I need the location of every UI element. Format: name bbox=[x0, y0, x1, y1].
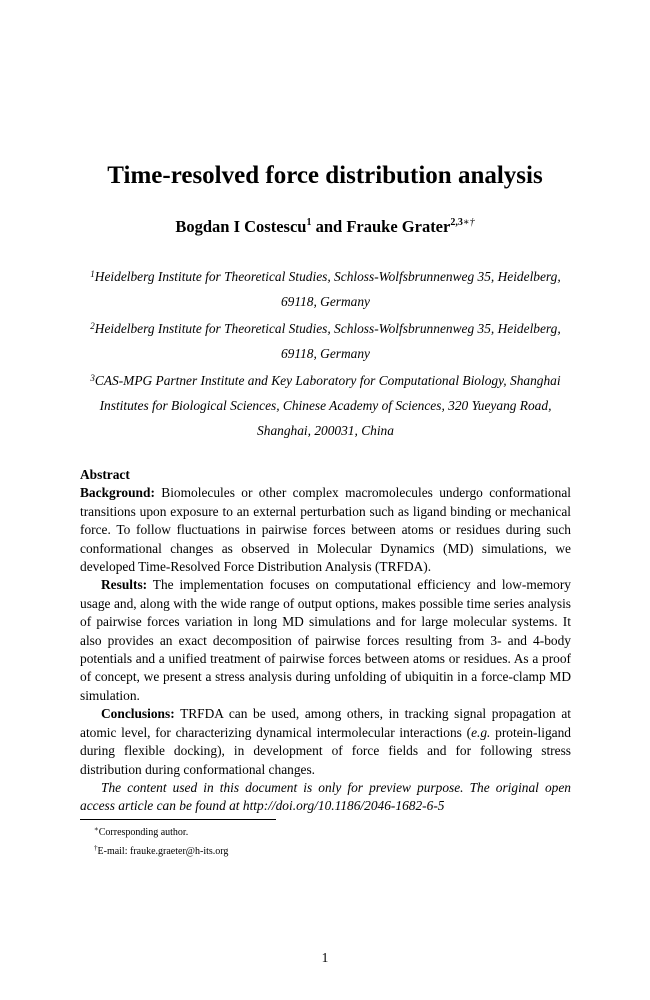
paper-title: Time-resolved force distribution analysis bbox=[107, 162, 543, 189]
affiliation-3: $^3$CAS-MPG Partner Institute and Key Laboratory for Computational Biology, Shanghai bbox=[90, 373, 561, 388]
author-2-name: Frauke Grater bbox=[346, 217, 451, 236]
results-text: The implementation focuses on computational efficiency and low-memory usage and, along with the wide range of output options, makes possible time series analysis of pairwise forces variation in long MD simulations and for large molecular systems. It also provides an exact decomposition of pairwise forces resulting from 3- and 4-body potentials and a unified treatment of pairwise forces between atoms or residues. As a proof of concept, we present a stress analysis during unfolding of ubiquitin in a force-clamp MD simulation. bbox=[80, 577, 571, 703]
abstract bbox=[80, 466, 571, 816]
results-label: Results: bbox=[101, 577, 148, 593]
author-line bbox=[0, 217, 650, 237]
author-2-marks: ∗† bbox=[462, 217, 475, 228]
abstract-heading: Abstract bbox=[80, 467, 130, 482]
affiliation-2-line2: 69118, Germany bbox=[280, 346, 370, 361]
affiliation-2: $^2$Heidelberg Institute for Theoretical Studies, Schloss-Wolfsbrunnenweg 35, Heidelberg, bbox=[90, 321, 561, 336]
background-label: Background: bbox=[80, 485, 155, 501]
footnotes bbox=[94, 822, 228, 859]
conclusions-label: Conclusions: bbox=[101, 706, 175, 722]
affiliations bbox=[80, 262, 571, 443]
affiliation-3-line2: Institutes for Biological Sciences, Chinese Academy of Sciences, 320 Yueyang Road, bbox=[99, 398, 552, 413]
author-2-affil: 2,3 bbox=[450, 217, 463, 228]
conclusions-text-b: protein-ligand during flexible docking), in development of force fields and for following stress distribution during conformational changes. bbox=[80, 724, 571, 777]
abstract-results bbox=[80, 576, 571, 705]
page-number: 1 bbox=[321, 950, 329, 965]
author-1-name: Bogdan I Costescu bbox=[175, 217, 307, 236]
affiliation-1-line2: 69118, Germany bbox=[280, 294, 370, 309]
affiliation-3-line3: Shanghai, 200031, China bbox=[257, 423, 394, 438]
author-conjunction: and bbox=[315, 217, 343, 236]
background-text: Biomolecules or other complex macromolecules undergo conformational transitions upon exposure to an external perturbation such as ligand binding or mechanical force. To follow fluctuations in pairwise forces between atoms or residues during such conformational changes as observed in Molecular Dynamics (MD) simulations, we developed Time-Resolved Force Distribution Analysis (TRFDA). bbox=[80, 485, 571, 575]
footnote-corresponding: ∗Corresponding author. bbox=[94, 825, 189, 838]
preview-note: The content used in this document is only for preview purpose. The original open access article can be found at http://doi.org/10.1186/2046-1682-6-5 bbox=[80, 779, 571, 814]
footnote-email: †E-mail: frauke.graeter@h-its.org bbox=[94, 843, 229, 857]
affiliation-1: $^1$Heidelberg Institute for Theoretical Studies, Schloss-Wolfsbrunnenweg 35, Heidelberg, bbox=[90, 269, 561, 284]
conclusions-text-a: TRFDA can be used, among others, in tracking signal propagation at atomic level, for characterizing dynamical intermolecular interactions ( bbox=[80, 706, 571, 740]
author-1-affil: 1 bbox=[306, 217, 312, 228]
conclusions-eg: e.g. bbox=[471, 724, 491, 740]
abstract-conclusions bbox=[80, 705, 571, 779]
abstract-background bbox=[80, 484, 571, 576]
footnote-divider bbox=[80, 819, 276, 820]
